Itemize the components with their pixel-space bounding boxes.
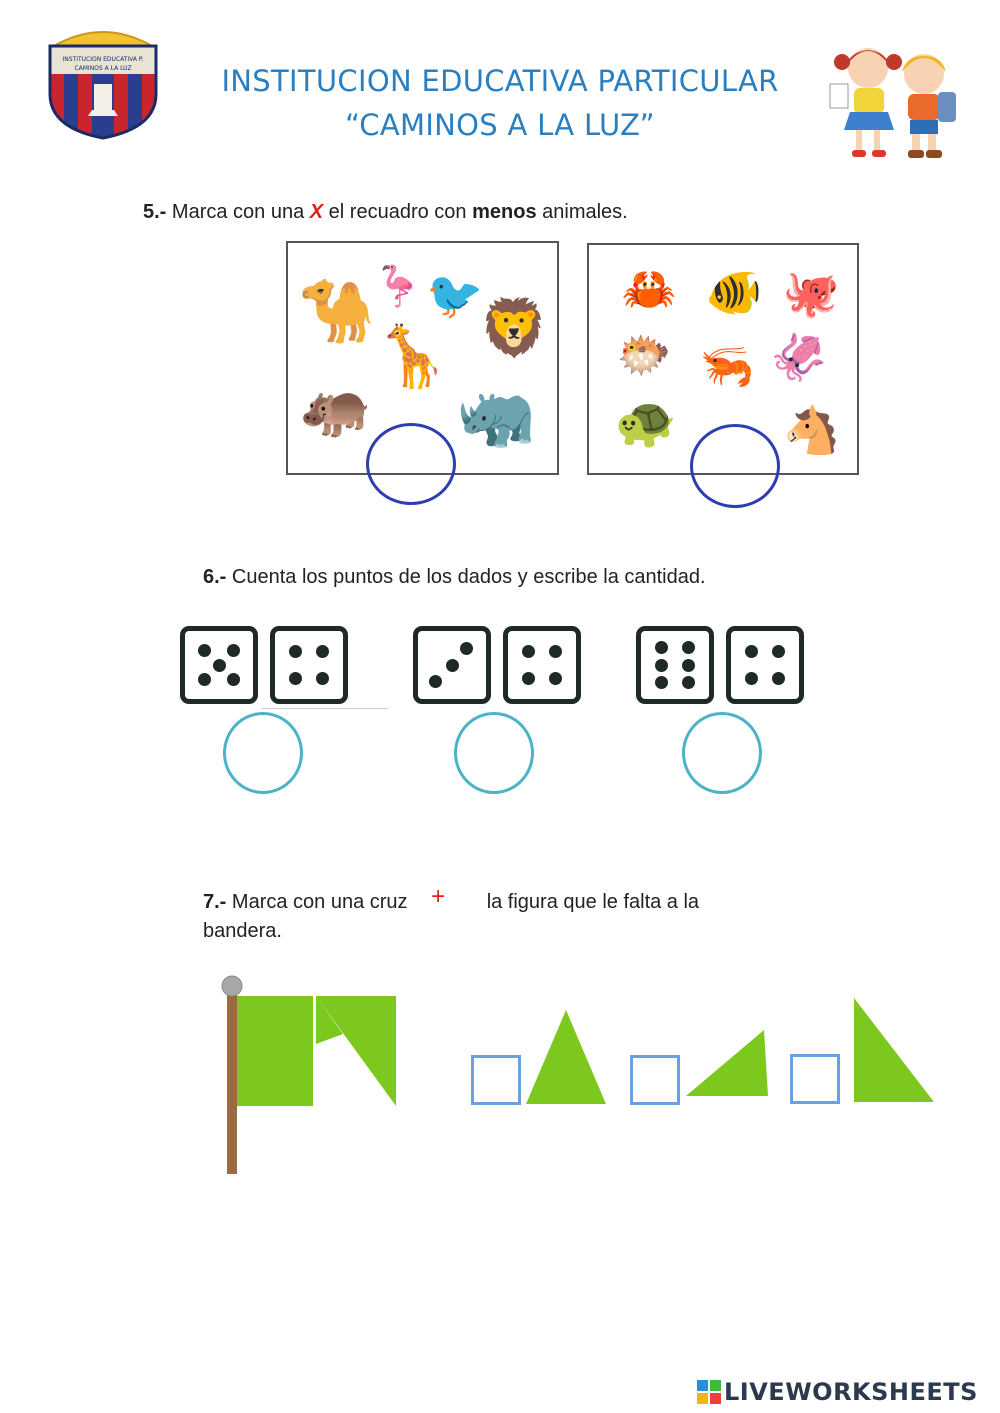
school-title-line2: “CAMINOS A LA LUZ” [345, 108, 655, 142]
seahorse-icon: 🐴 [783, 404, 841, 456]
die-pip [655, 641, 668, 654]
die-pip [772, 645, 785, 658]
die-pip [429, 675, 442, 688]
die-pip [213, 659, 226, 672]
q6-number: 6.- [203, 566, 227, 588]
q7-number: 7.- [203, 891, 227, 913]
die-3-2 [726, 626, 804, 704]
die-pip [655, 659, 668, 672]
die-pip [227, 644, 240, 657]
clownfish-icon: 🐠 [705, 266, 763, 318]
pufferfish-icon: 🐡 [616, 331, 672, 380]
die-3-1 [636, 626, 714, 704]
kids-illustration [826, 40, 966, 164]
die-pip [549, 645, 562, 658]
rhino-icon: 🦏 [456, 379, 536, 451]
die-1-1 [180, 626, 258, 704]
die-2-2 [503, 626, 581, 704]
die-pip [522, 645, 535, 658]
option-triangle-flat [684, 1028, 770, 1098]
count-circle-3[interactable] [682, 712, 762, 794]
liveworksheets-icon [697, 1380, 721, 1404]
die-2-1 [413, 626, 491, 704]
q7-instruction [203, 883, 803, 946]
die-pip [522, 672, 535, 685]
die-pip [289, 672, 302, 685]
crab-icon: 🦀 [621, 265, 677, 314]
giraffe-icon: 🦒 [374, 323, 450, 390]
q5-bold-word: menos [472, 201, 537, 223]
hippo-icon: 🦛 [299, 375, 373, 440]
octopus-icon: 🐙 [782, 267, 840, 319]
option-checkbox-1[interactable] [471, 1055, 521, 1105]
ostrich-icon: 🐦 [426, 269, 484, 321]
die-pip [316, 645, 329, 658]
q7-text-c: bandera. [203, 920, 282, 942]
die-pip [446, 659, 459, 672]
school-logo [44, 24, 162, 140]
squid-icon: 🦑 [770, 331, 828, 383]
q6-instruction [203, 566, 706, 589]
shrimp-icon: 🦐 [699, 342, 755, 391]
flamingo-icon: 🦩 [373, 265, 423, 309]
q7-text-b: la figura que le falta a la [486, 891, 700, 913]
dice-baseline [262, 708, 388, 709]
count-circle-1[interactable] [223, 712, 303, 794]
die-pip [549, 672, 562, 685]
die-pip [772, 672, 785, 685]
die-pip [682, 676, 695, 689]
q5-text-a: Marca con una [171, 201, 305, 223]
liveworksheets-brand: LIVEWORKSHEETS [724, 1378, 978, 1406]
die-pip [745, 645, 758, 658]
school-title-line1: INSTITUCION EDUCATIVA PARTICULAR [221, 64, 779, 98]
die-pip [682, 659, 695, 672]
q5-mark-x: X [309, 201, 324, 223]
count-circle-2[interactable] [454, 712, 534, 794]
option-triangle-right [850, 996, 936, 1106]
turtle-icon: 🐢 [614, 394, 678, 450]
die-pip [460, 642, 473, 655]
die-pip [655, 676, 668, 689]
die-pip [745, 672, 758, 685]
camel-icon: 🐪 [298, 277, 376, 346]
option-triangle-large [524, 1008, 608, 1106]
option-checkbox-2[interactable] [630, 1055, 680, 1105]
logo-text-1: INSTITUCION EDUCATIVA P. [62, 56, 144, 63]
die-pip [316, 672, 329, 685]
q7-plus: + [431, 883, 446, 910]
liveworksheets-logo [697, 1378, 978, 1406]
q7-text-a: Marca con una cruz [231, 891, 408, 913]
die-pip [198, 673, 211, 686]
logo-text-2: CAMINOS A LA LUZ [74, 65, 132, 72]
lion-icon: 🦁 [479, 296, 549, 359]
die-pip [682, 641, 695, 654]
die-pip [198, 644, 211, 657]
q5-text-b: el recuadro con [328, 201, 467, 223]
die-pip [289, 645, 302, 658]
flag [215, 974, 405, 1176]
option-checkbox-3[interactable] [790, 1054, 840, 1104]
die-1-2 [270, 626, 348, 704]
q5-instruction [143, 201, 628, 224]
answer-circle-sea[interactable] [690, 424, 780, 508]
answer-circle-land[interactable] [366, 423, 456, 505]
die-pip [227, 673, 240, 686]
q5-text-c: animales. [542, 201, 628, 223]
q5-number: 5.- [143, 201, 167, 223]
q6-text: Cuenta los puntos de los dados y escribe la cantidad. [231, 566, 706, 588]
